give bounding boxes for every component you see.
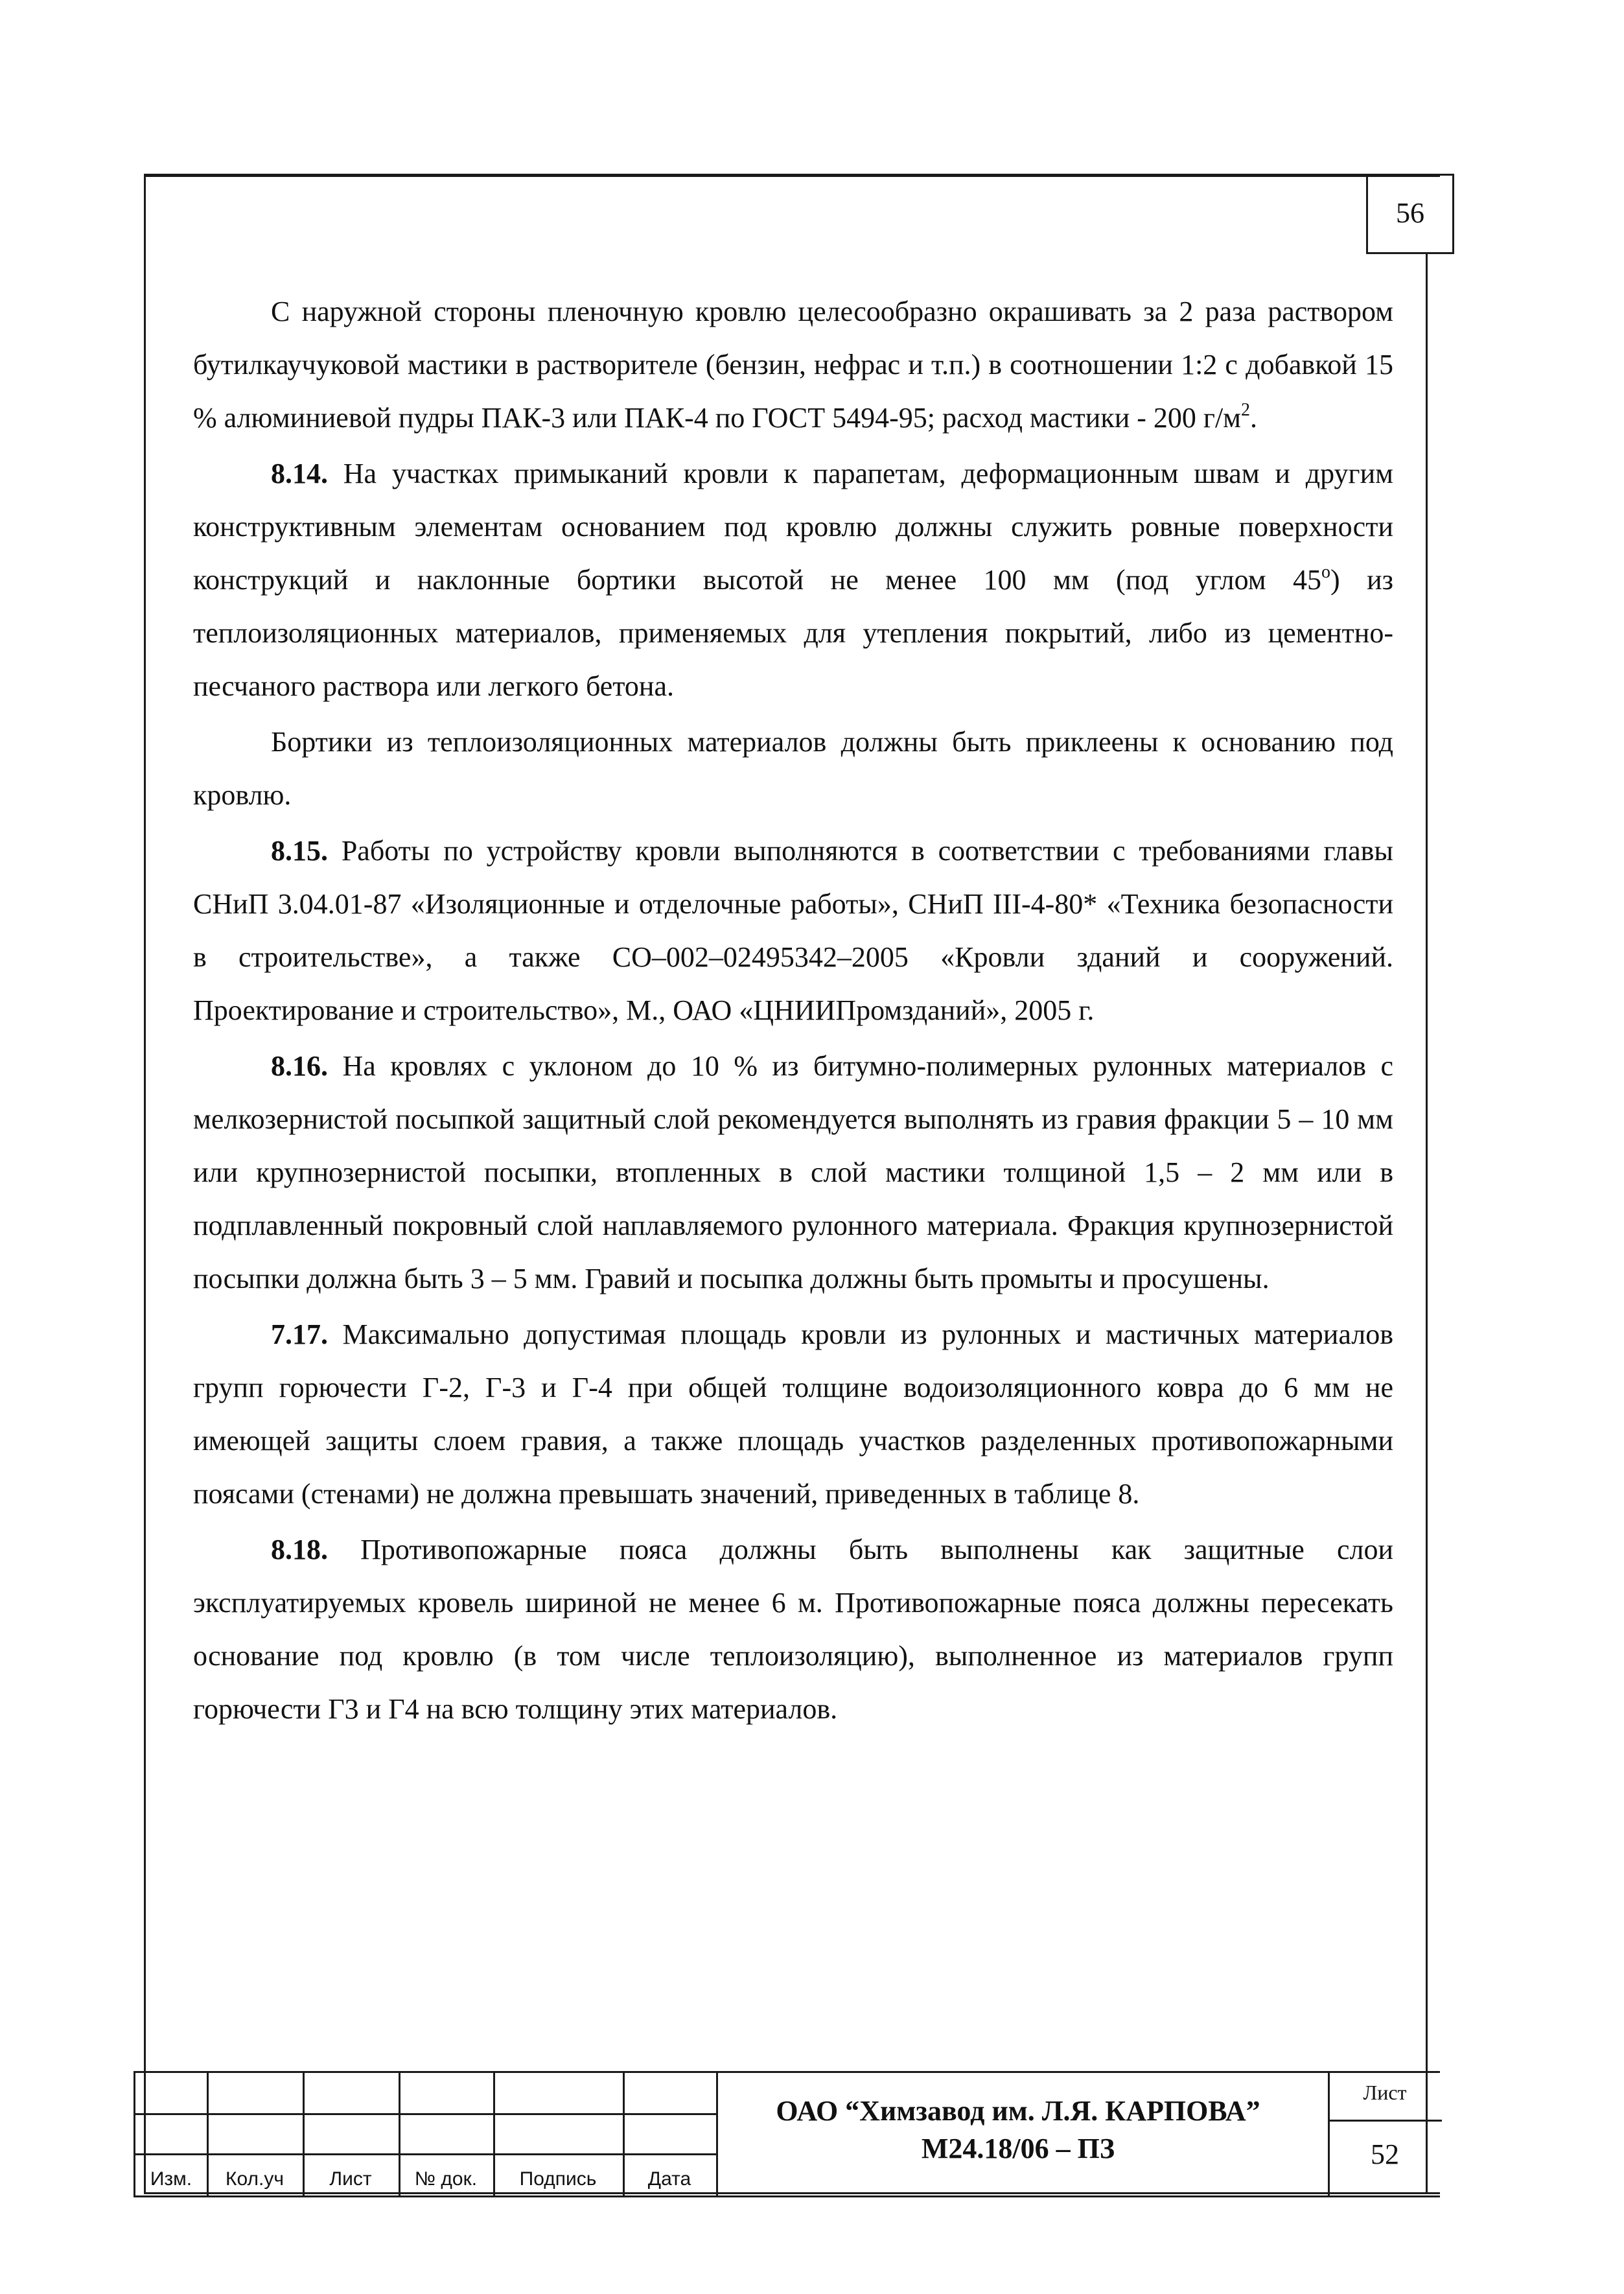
frame-right-line [1426, 254, 1428, 2194]
col-doc-num: № док. [414, 2168, 478, 2190]
organization-name: ОАО “Химзавод им. Л.Я. КАРПОВА” [776, 2095, 1260, 2127]
col-date: Дата [647, 2168, 691, 2190]
sheet-number: 52 [1371, 2138, 1399, 2170]
page-number: 56 [1366, 174, 1454, 254]
body-text [193, 285, 1393, 1736]
col-signature: Подпись [519, 2168, 597, 2190]
paragraph-0: С наружной стороны пленочную кровлю целесообразно окрашивать за 2 раза раствором бутилкаучуковой мастики в растворителе (бензин, нефрас и т.п.) в соотношении 1:2 с добавкой 15 % алюминиевой пудры ПАК-3 или ПАК-4 по ГОСТ 5494-95; расход мастики - 200 $г/м^2$. [193, 296, 1393, 434]
paragraph-8-15: 8.15. Работы по устройству кровли выполняются в соответствии с требованиями главы СНиП 3.04.01-87 «Изоляционные и отделочные работы», СНиП III-4-80* «Техника безопасности в строительстве», а также СО–002–02495342–2005 «Кровли зданий и сооружений. Проектирование и строительство», М., ОАО «ЦНИИПромзданий», 2005 г. [193, 835, 1393, 1026]
stamp-divider [716, 2073, 718, 2195]
organization-block [726, 2092, 1310, 2168]
paragraph-8-16: 8.16. На кровлях с уклоном до 10 % из битумно-полимерных рулонных материалов с мелкозернистой посыпкой защитный слой рекомендуется выполнять из гравия фракции 5 – 10 мм или крупнозернистой посыпки, втопленных в слой мастики толщиной 1,5 – 2 мм или в подплавленный покровный слой наплавляемого рулонного материала. Фракция крупнозернистой посыпки должна быть 3 – 5 мм. Гравий и посыпка должны быть промыты и просушены. [193, 1050, 1393, 1294]
paragraph-8-14: 8.14. На участках примыканий кровли к парапетам, деформационным швам и другим конструктивным элементам основанием под кровлю должны служить ровные поверхности конструкций и наклонные бортики высотой не менее 100 мм (под углом 45$^o$) из теплоизоляционных материалов, применяемых для утепления покрытий, либо из цементно-песчаного раствора или легкого бетона. [193, 458, 1393, 702]
paragraph-borders: Бортики из теплоизоляционных материалов должны быть приклеены к основанию под кровлю. [193, 726, 1393, 811]
col-list: Лист [329, 2168, 372, 2190]
paragraph-7-17: 7.17. Максимально допустимая площадь кровли из рулонных и мастичных материалов групп горючести Г-2, Г-3 и Г-4 при общей толщине водоизоляционного ковра до 6 мм не имеющей защиты слоем гравия, а также площадь участков разделенных противопожарными поясами (стенами) не должна превышать значений, приведенных в таблице 8. [193, 1318, 1393, 1510]
col-izm: Изм. [150, 2168, 192, 2190]
paragraph-8-18: 8.18. Противопожарные пояса должны быть выполнены как защитные слои эксплуатируемых кровель шириной не менее 6 м. Противопожарные пояса должны пересекать основание под кровлю (в том числе теплоизоляцию), выполненное из материалов групп горючести Г3 и Г4 на всю толщину этих материалов. [193, 1534, 1393, 1725]
col-kol-uch: Кол.уч [226, 2168, 284, 2190]
title-block [133, 2071, 1440, 2197]
stamp-sheet-line [1328, 2120, 1442, 2122]
sheet-label: Лист [1363, 2081, 1407, 2104]
stamp-row-line [135, 2153, 716, 2155]
document-code: М24.18/06 – ПЗ [921, 2133, 1115, 2164]
stamp-row-line [135, 2113, 716, 2115]
